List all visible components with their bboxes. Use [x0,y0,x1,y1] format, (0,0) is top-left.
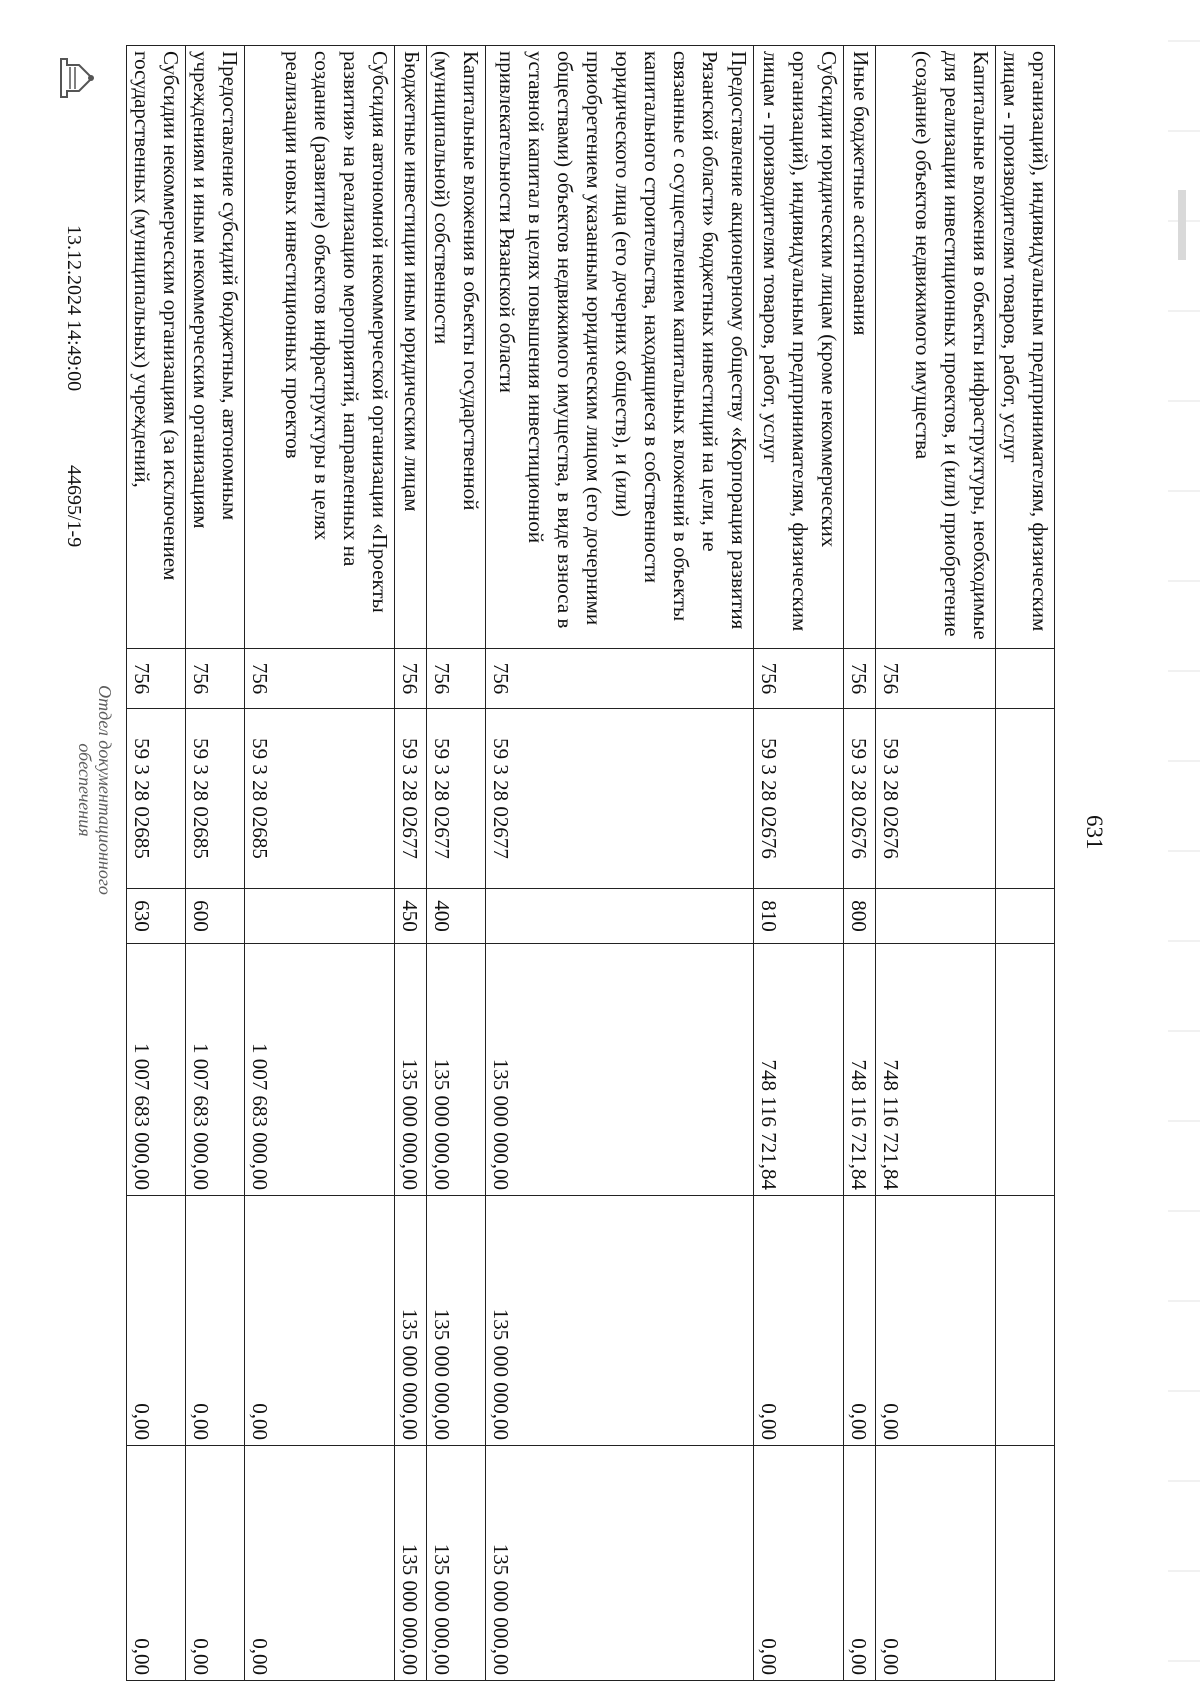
row-sum-1: 1 007 683 000,00 [186,944,245,1196]
row-sum-1: 135 000 000,00 [427,944,486,1196]
row-sum-3 [996,1446,1055,1681]
row-ved: 756 [245,649,395,709]
table-row [754,46,844,1681]
row-sum-2: 135 000 000,00 [427,1196,486,1446]
row-ved [996,649,1055,709]
row-sum-3: 0,00 [127,1446,186,1681]
row-sum-2 [996,1196,1055,1446]
row-ved: 756 [395,649,427,709]
row-sum-2: 0,00 [186,1196,245,1446]
row-sum-1: 135 000 000,00 [395,944,427,1196]
row-csr: 59 3 28 02685 [127,709,186,889]
row-sum-2: 0,00 [127,1196,186,1446]
row-vr: 600 [186,889,245,944]
row-sum-3: 0,00 [186,1446,245,1681]
row-sum-3: 0,00 [245,1446,395,1681]
table-row [186,46,245,1681]
row-ved: 756 [427,649,486,709]
row-sum-3: 135 000 000,00 [427,1446,486,1681]
row-vr: 630 [127,889,186,944]
row-sum-2: 0,00 [754,1196,844,1446]
row-name: Субсидии некоммерческим организациям (за исключением государственных (муниципальных) учреждений, [127,46,186,649]
row-csr: 59 3 28 02676 [876,709,996,889]
row-name: Иные бюджетные ассигнования [844,46,876,649]
row-vr [245,889,395,944]
row-ved: 756 [844,649,876,709]
row-sum-3: 0,00 [844,1446,876,1681]
row-ved: 756 [486,649,754,709]
row-sum-1: 1 007 683 000,00 [245,944,395,1196]
table-row [127,46,186,1681]
table-row [844,46,876,1681]
row-name: Субсидия автономной некоммерческой организации «Проекты развития» на реализацию мероприятий, направленных на создание (развитие) объектов инфраструктуры в целях реализации новых инвестиционных проектов [245,46,395,649]
table-row [876,46,996,1681]
row-vr [486,889,754,944]
row-csr: 59 3 28 02676 [754,709,844,889]
row-vr [876,889,996,944]
table-row [486,46,754,1681]
row-name: Предоставление субсидий бюджетным, автономным учреждениям и иным некоммерческим организациям [186,46,245,649]
page-number: 631 [1082,815,1107,850]
row-csr: 59 3 28 02685 [245,709,395,889]
table-row [427,46,486,1681]
row-sum-1 [996,944,1055,1196]
row-vr: 810 [754,889,844,944]
budget-table [126,45,1055,1681]
row-name: Капитальные вложения в объекты государственной (муниципальной) собственности [427,46,486,649]
row-name: Капитальные вложения в объекты инфраструктуры, необходимые для реализации инвестиционных проектов, и (или) приобретение (создание) объектов недвижимого имущества [876,46,996,649]
row-csr: 59 3 28 02685 [186,709,245,889]
row-sum-2: 0,00 [844,1196,876,1446]
row-vr [996,889,1055,944]
footer-doc-number: 44695/1-9 [63,465,85,548]
row-name: Бюджетные инвестиции иным юридическим лицам [395,46,427,649]
row-csr: 59 3 28 02677 [395,709,427,889]
row-vr: 400 [427,889,486,944]
row-sum-2: 0,00 [245,1196,395,1446]
row-sum-2: 135 000 000,00 [395,1196,427,1446]
rotated-page [63,45,1107,1685]
row-sum-1: 748 116 721,84 [754,944,844,1196]
row-csr: 59 3 28 02676 [844,709,876,889]
coat-of-arms-icon [57,55,97,101]
row-ved: 756 [754,649,844,709]
row-sum-3: 0,00 [754,1446,844,1681]
footer-timestamp: 13.12.2024 14:49:00 [63,225,85,392]
row-sum-3: 135 000 000,00 [486,1446,754,1681]
row-ved: 756 [186,649,245,709]
row-ved: 756 [876,649,996,709]
row-sum-2: 0,00 [876,1196,996,1446]
row-sum-3: 0,00 [876,1446,996,1681]
table-row [996,46,1055,1681]
row-ved: 756 [127,649,186,709]
table-row [245,46,395,1681]
scan-edge-mark [1178,190,1186,260]
row-csr: 59 3 28 02677 [486,709,754,889]
department-stamp [75,655,115,925]
row-sum-3: 135 000 000,00 [395,1446,427,1681]
table-row [395,46,427,1681]
row-sum-1: 748 116 721,84 [876,944,996,1196]
row-name: Субсидии юридическим лицам (кроме некоммерческих организаций), индивидуальным предпринимателям, физическим лицам - производителям товаров, работ, услуг [754,46,844,649]
stamp-line-2: обеспечения [75,743,95,837]
stamp-line-1: Отдел документационного [95,685,115,895]
row-sum-1: 748 116 721,84 [844,944,876,1196]
row-vr: 800 [844,889,876,944]
row-sum-2: 135 000 000,00 [486,1196,754,1446]
row-csr: 59 3 28 02677 [427,709,486,889]
row-sum-1: 1 007 683 000,00 [127,944,186,1196]
row-vr: 450 [395,889,427,944]
page-footer [55,45,115,1680]
row-name: Предоставление акционерному обществу «Корпорация развития Рязанской области» бюджетных инвестиций на цели, не связанные с осуществлением капитальных вложений в объекты капитального строительства, находящиеся в собственности юридического лица (его дочерних обществ), и (или) приобретением указанным юридическим лицом (его дочерними обществами) объектов недвижимого имущества, в виде взноса в уставной капитал в целях повышения инвестиционной привлекательности Рязанской области [486,46,754,649]
row-csr [996,709,1055,889]
row-sum-1: 135 000 000,00 [486,944,754,1196]
row-name: организаций), индивидуальным предпринимателям, физическим лицам - производителям товаров, работ, услуг [996,46,1055,649]
